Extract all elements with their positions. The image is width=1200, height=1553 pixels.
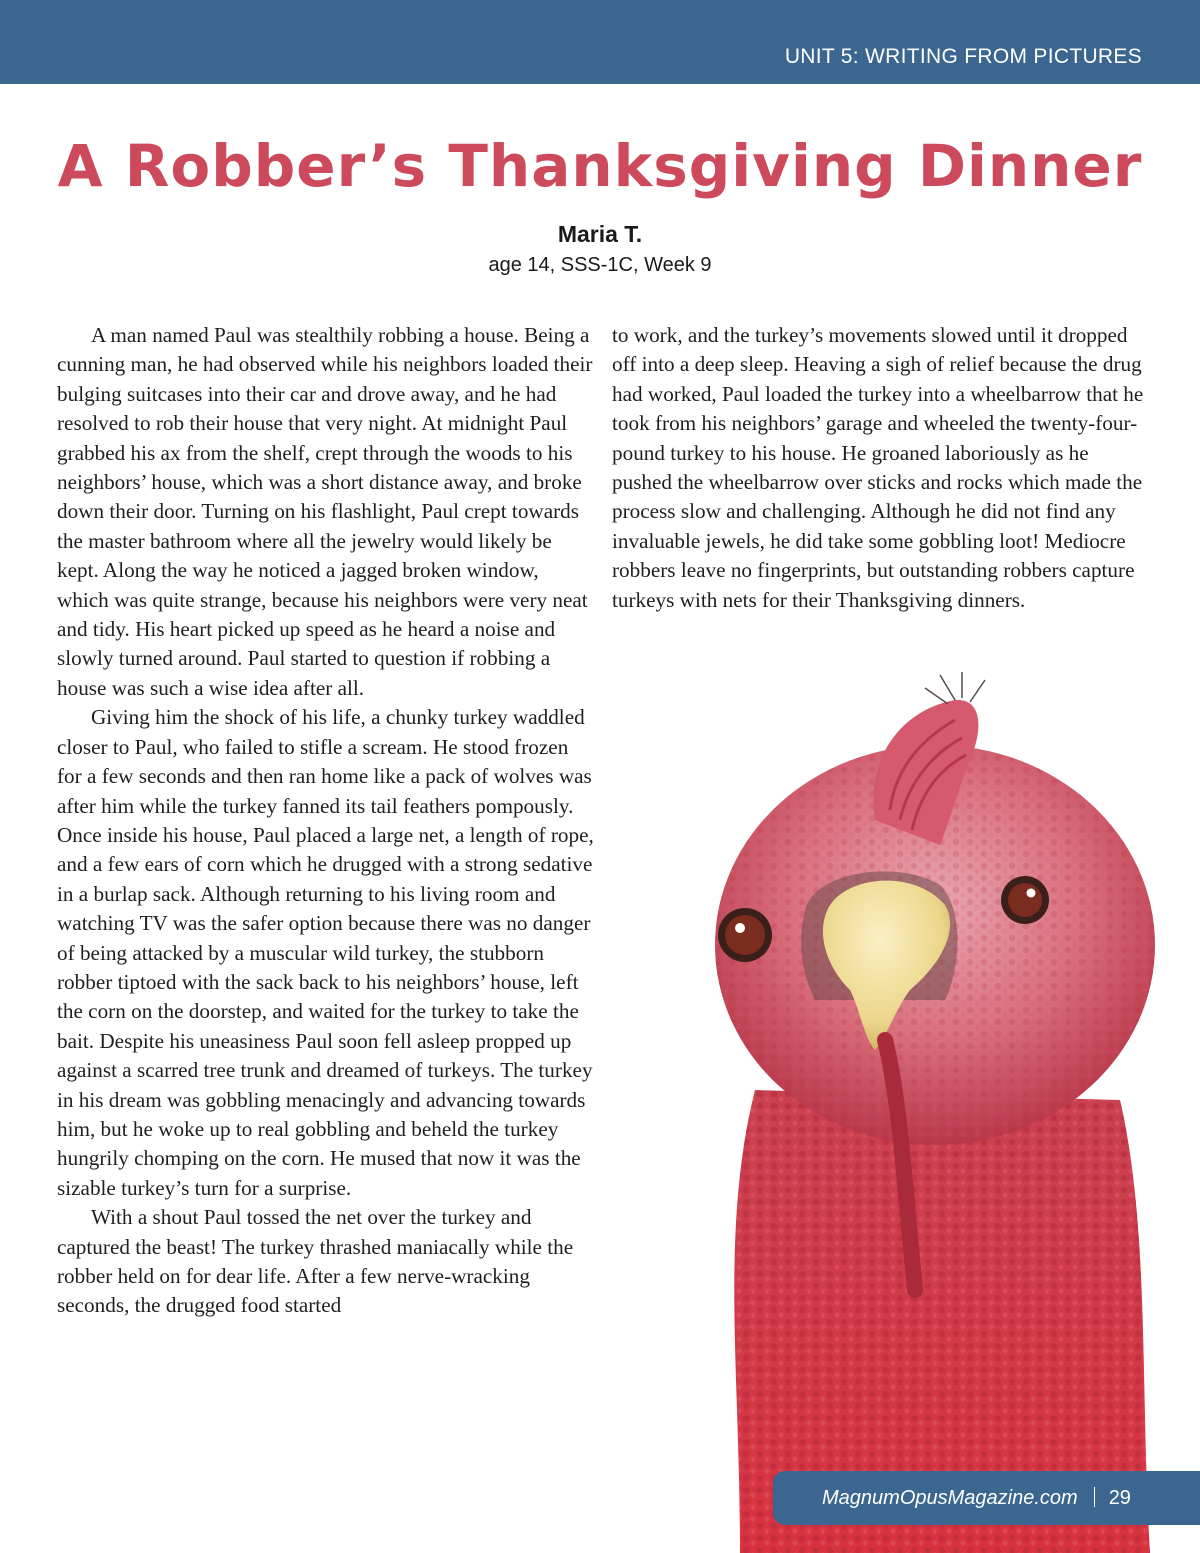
page-number: 29 <box>1108 1487 1131 1509</box>
header-bar <box>0 0 1200 84</box>
turkey-head-photo <box>700 670 1200 1553</box>
footer-site[interactable]: MagnumOpusMagazine.com <box>822 1487 1078 1509</box>
article-title: A Robber’s Thanksgiving Dinner <box>57 132 1143 200</box>
footer <box>822 1485 1131 1511</box>
unit-label: UNIT 5: WRITING FROM PICTURES <box>784 45 1142 68</box>
paragraph: A man named Paul was stealthily robbing a house. Being a cunning man, he had observed while his neighbors loaded their bulging suitcases into their car and drove away, and he had resolved to rob their house that very night. At midnight Paul grabbed his ax from the shelf, crept through the woods to his neighbors’ house, which was a short distance away, and broke down their door. Turning on his flashlight, Paul crept towards the master bathroom where all the jewelry would likely be kept. Along the way he noticed a jagged broken window, which was quite strange, because his neighbors were very neat and tidy. His heart picked up speed as he heard a noise and slowly turned around. Paul started to question if robbing a house was such a wise idea after all. <box>57 323 593 700</box>
paragraph: Giving him the shock of his life, a chunky turkey waddled closer to Paul, who failed to stifle a scream. He stood frozen for a few seconds and then ran home like a pack of wolves was after him while the turkey fanned its tail feathers pompously. Once inside his house, Paul placed a large net, a length of rope, and a few ears of corn which he drugged with a strong sedative in a burlap sack. Although returning to his living room and watching TV was the safer option because there was no danger of being attacked by a muscular wild turkey, the stubborn robber tiptoed with the sack back to his neighbors’ house, left the corn on the doorstep, and waited for the turkey to take the bait. Despite his uneasiness Paul soon fell asleep propped up against a scarred tree trunk and dreamed of turkeys. The turkey in his dream was gobbling menacingly and advancing towards him, but he woke up to real gobbling and beheld the turkey hungrily chomping on the corn. He mused that now it was the sizable turkey’s turn for a surprise. <box>57 705 594 1200</box>
paragraph: With a shout Paul tossed the net over the turkey and captured the beast! The turkey thrashed maniacally while the robber held on for dear life. After a few nerve-wracking seconds, the drugged food started <box>57 1205 574 1318</box>
left-column <box>57 321 595 1321</box>
author-name: Maria T. <box>557 221 643 247</box>
paragraph: to work, and the turkey’s movements slowed until it dropped off into a deep sleep. Heaving a sigh of relief because the drug had worked, Paul loaded the turkey into a wheelbarrow that he took from his neighbors’ garage and wheeled the twenty-four-pound turkey to his house. He groaned laboriously as he pushed the wheelbarrow over sticks and rocks which made the process slow and challenging. Although he did not find any invaluable jewels, he did take some gobbling loot! Mediocre robbers leave no fingerprints, but outstanding robbers capture turkeys with nets for their Thanksgiving dinners. <box>612 323 1144 612</box>
author-meta: age 14, SSS-1C, Week 9 <box>488 254 712 276</box>
footer-divider <box>1094 1487 1095 1507</box>
right-column <box>612 321 1147 615</box>
